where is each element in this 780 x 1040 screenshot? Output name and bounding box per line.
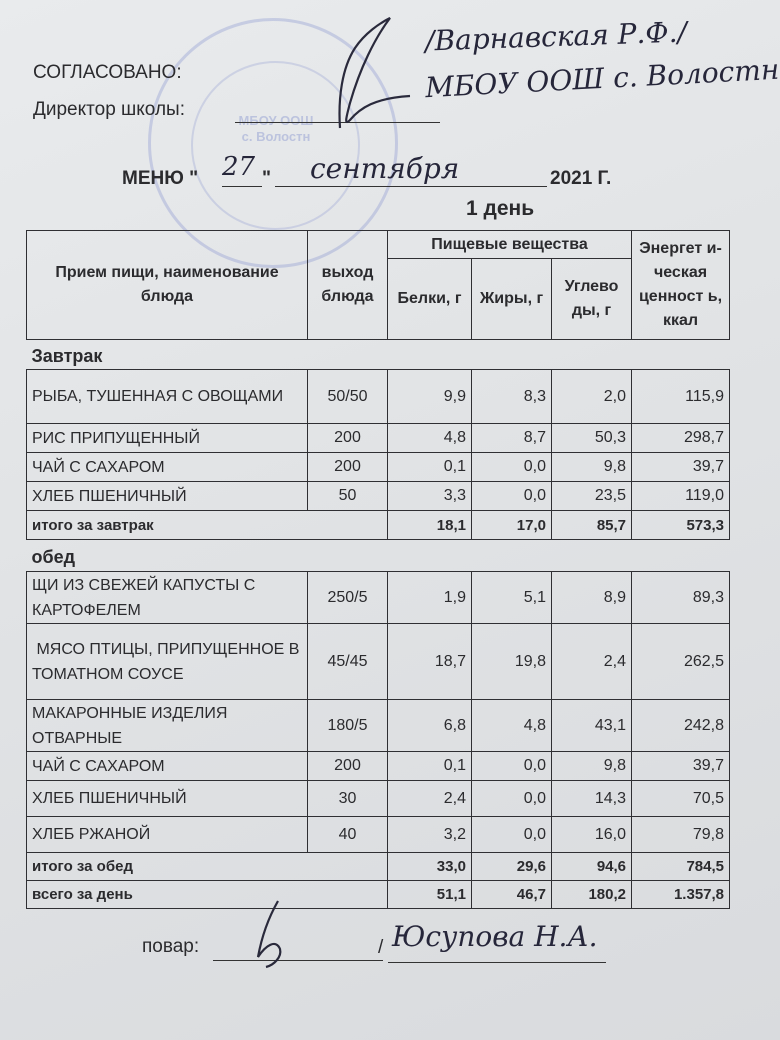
- approved-label: СОГЛАСОВАНО:: [33, 62, 182, 83]
- menu-month-handwritten: сентября: [310, 152, 460, 185]
- dish-protein: 3,2: [388, 817, 472, 853]
- dish-protein: 4,8: [388, 424, 472, 453]
- cook-name-handwritten: Юсупова Н.А.: [392, 920, 598, 953]
- dish-protein: 18,7: [388, 624, 472, 700]
- table-row: [27, 370, 730, 424]
- total-kcal: 784,5: [632, 853, 730, 881]
- dish-fat: 5,1: [472, 572, 552, 624]
- dish-kcal: 39,7: [632, 752, 730, 781]
- dish-carbs: 8,9: [552, 572, 632, 624]
- section-row-lunch: [27, 540, 730, 572]
- table-row: [27, 482, 730, 511]
- menu-month-line: [275, 186, 547, 187]
- dish-name: ХЛЕБ ПШЕНИЧНЫЙ: [27, 781, 308, 817]
- dish-carbs: 14,3: [552, 781, 632, 817]
- breakfast-total-row: [27, 511, 730, 540]
- total-kcal: 573,3: [632, 511, 730, 540]
- cook-signature: [240, 895, 310, 975]
- dish-kcal: 39,7: [632, 453, 730, 482]
- dish-carbs: 50,3: [552, 424, 632, 453]
- day-total-fat: 46,7: [472, 881, 552, 909]
- dish-protein: 0,1: [388, 752, 472, 781]
- total-label: итого за завтрак: [27, 511, 388, 540]
- cook-label: повар:: [142, 936, 200, 957]
- total-protein: 18,1: [388, 511, 472, 540]
- table-row: [27, 817, 730, 853]
- total-protein: 33,0: [388, 853, 472, 881]
- day-total-label: всего за день: [27, 881, 388, 909]
- dish-fat: 0,0: [472, 453, 552, 482]
- dish-name: ЧАЙ С САХАРОМ: [27, 453, 308, 482]
- table-row: [27, 572, 730, 624]
- dish-fat: 0,0: [472, 817, 552, 853]
- total-label: итого за обед: [27, 853, 388, 881]
- table-row: [27, 781, 730, 817]
- dish-name: РИС ПРИПУЩЕННЫЙ: [27, 424, 308, 453]
- total-fat: 29,6: [472, 853, 552, 881]
- menu-year: 2021 Г.: [550, 168, 612, 189]
- stamp-text-line1: МБОУ ООШ: [238, 113, 314, 128]
- dish-yield: 50/50: [308, 370, 388, 424]
- dish-kcal: 298,7: [632, 424, 730, 453]
- dish-carbs: 23,5: [552, 482, 632, 511]
- dish-carbs: 16,0: [552, 817, 632, 853]
- cook-separator: /: [378, 937, 384, 958]
- dish-fat: 8,3: [472, 370, 552, 424]
- dish-fat: 4,8: [472, 700, 552, 752]
- dish-protein: 3,3: [388, 482, 472, 511]
- header-energy: Энергет и-ческая ценност ь, ккал: [632, 231, 730, 340]
- dish-kcal: 89,3: [632, 572, 730, 624]
- dish-yield: 200: [308, 752, 388, 781]
- section-row-breakfast: [27, 340, 730, 370]
- day-label: 1 день: [466, 197, 535, 220]
- director-name-handwritten: /Варнавская Р.Ф./: [424, 15, 688, 58]
- dish-name: МАКАРОННЫЕ ИЗДЕЛИЯ ОТВАРНЫЕ: [27, 700, 308, 752]
- header-meal: Прием пищи, наименование блюда: [27, 231, 308, 340]
- total-carbs: 85,7: [552, 511, 632, 540]
- dish-kcal: 262,5: [632, 624, 730, 700]
- dish-protein: 2,4: [388, 781, 472, 817]
- stamp-text-line2: с. Волостн: [241, 129, 311, 144]
- table-row: [27, 453, 730, 482]
- header-nutrients: Пищевые вещества: [388, 231, 632, 259]
- day-total-row: [27, 881, 730, 909]
- dish-yield: 200: [308, 453, 388, 482]
- menu-title-quote: ": [262, 168, 272, 189]
- table-row: [27, 424, 730, 453]
- header-fat: Жиры, г: [472, 259, 552, 340]
- dish-name: МЯСО ПТИЦЫ, ПРИПУЩЕННОЕ В ТОМАТНОМ СОУСЕ: [27, 624, 308, 700]
- dish-kcal: 70,5: [632, 781, 730, 817]
- school-name-handwritten: МБОУ ООШ с. Волостн: [424, 52, 780, 105]
- header-carbs: Углево ды, г: [552, 259, 632, 340]
- dish-carbs: 43,1: [552, 700, 632, 752]
- dish-yield: 30: [308, 781, 388, 817]
- dish-name: ЩИ ИЗ СВЕЖЕЙ КАПУСТЫ С КАРТОФЕЛЕМ: [27, 572, 308, 624]
- dish-fat: 0,0: [472, 482, 552, 511]
- dish-protein: 1,9: [388, 572, 472, 624]
- dish-name: ЧАЙ С САХАРОМ: [27, 752, 308, 781]
- table-header-row: [27, 231, 730, 259]
- cook-name-line: [388, 962, 606, 963]
- dish-name: ХЛЕБ РЖАНОЙ: [27, 817, 308, 853]
- dish-kcal: 242,8: [632, 700, 730, 752]
- day-total-protein: 51,1: [388, 881, 472, 909]
- day-total-kcal: 1.357,8: [632, 881, 730, 909]
- dish-yield: 250/5: [308, 572, 388, 624]
- dish-yield: 40: [308, 817, 388, 853]
- total-carbs: 94,6: [552, 853, 632, 881]
- header-yield: выход блюда: [308, 231, 388, 340]
- dish-yield: 200: [308, 424, 388, 453]
- dish-fat: 0,0: [472, 752, 552, 781]
- dish-name: РЫБА, ТУШЕННАЯ С ОВОЩАМИ: [27, 370, 308, 424]
- dish-protein: 0,1: [388, 453, 472, 482]
- table-row: [27, 624, 730, 700]
- dish-carbs: 9,8: [552, 752, 632, 781]
- total-fat: 17,0: [472, 511, 552, 540]
- table-row: [27, 752, 730, 781]
- dish-yield: 180/5: [308, 700, 388, 752]
- director-signature: [280, 8, 420, 138]
- day-total-carbs: 180,2: [552, 881, 632, 909]
- dish-kcal: 79,8: [632, 817, 730, 853]
- section-title-lunch: обед: [27, 540, 730, 572]
- dish-carbs: 2,0: [552, 370, 632, 424]
- section-title-breakfast: Завтрак: [27, 340, 730, 370]
- dish-fat: 19,8: [472, 624, 552, 700]
- menu-day-handwritten: 27: [222, 152, 256, 182]
- dish-protein: 6,8: [388, 700, 472, 752]
- menu-title-prefix: МЕНЮ ": [122, 168, 199, 189]
- dish-carbs: 9,8: [552, 453, 632, 482]
- dish-yield: 50: [308, 482, 388, 511]
- lunch-total-row: [27, 853, 730, 881]
- dish-protein: 9,9: [388, 370, 472, 424]
- dish-yield: 45/45: [308, 624, 388, 700]
- dish-name: ХЛЕБ ПШЕНИЧНЫЙ: [27, 482, 308, 511]
- dish-fat: 0,0: [472, 781, 552, 817]
- director-label: Директор школы:: [33, 99, 185, 120]
- menu-day-line: [222, 186, 262, 187]
- dish-kcal: 119,0: [632, 482, 730, 511]
- dish-carbs: 2,4: [552, 624, 632, 700]
- dish-fat: 8,7: [472, 424, 552, 453]
- dish-kcal: 115,9: [632, 370, 730, 424]
- menu-table: [26, 230, 730, 909]
- header-protein: Белки, г: [388, 259, 472, 340]
- table-row: [27, 700, 730, 752]
